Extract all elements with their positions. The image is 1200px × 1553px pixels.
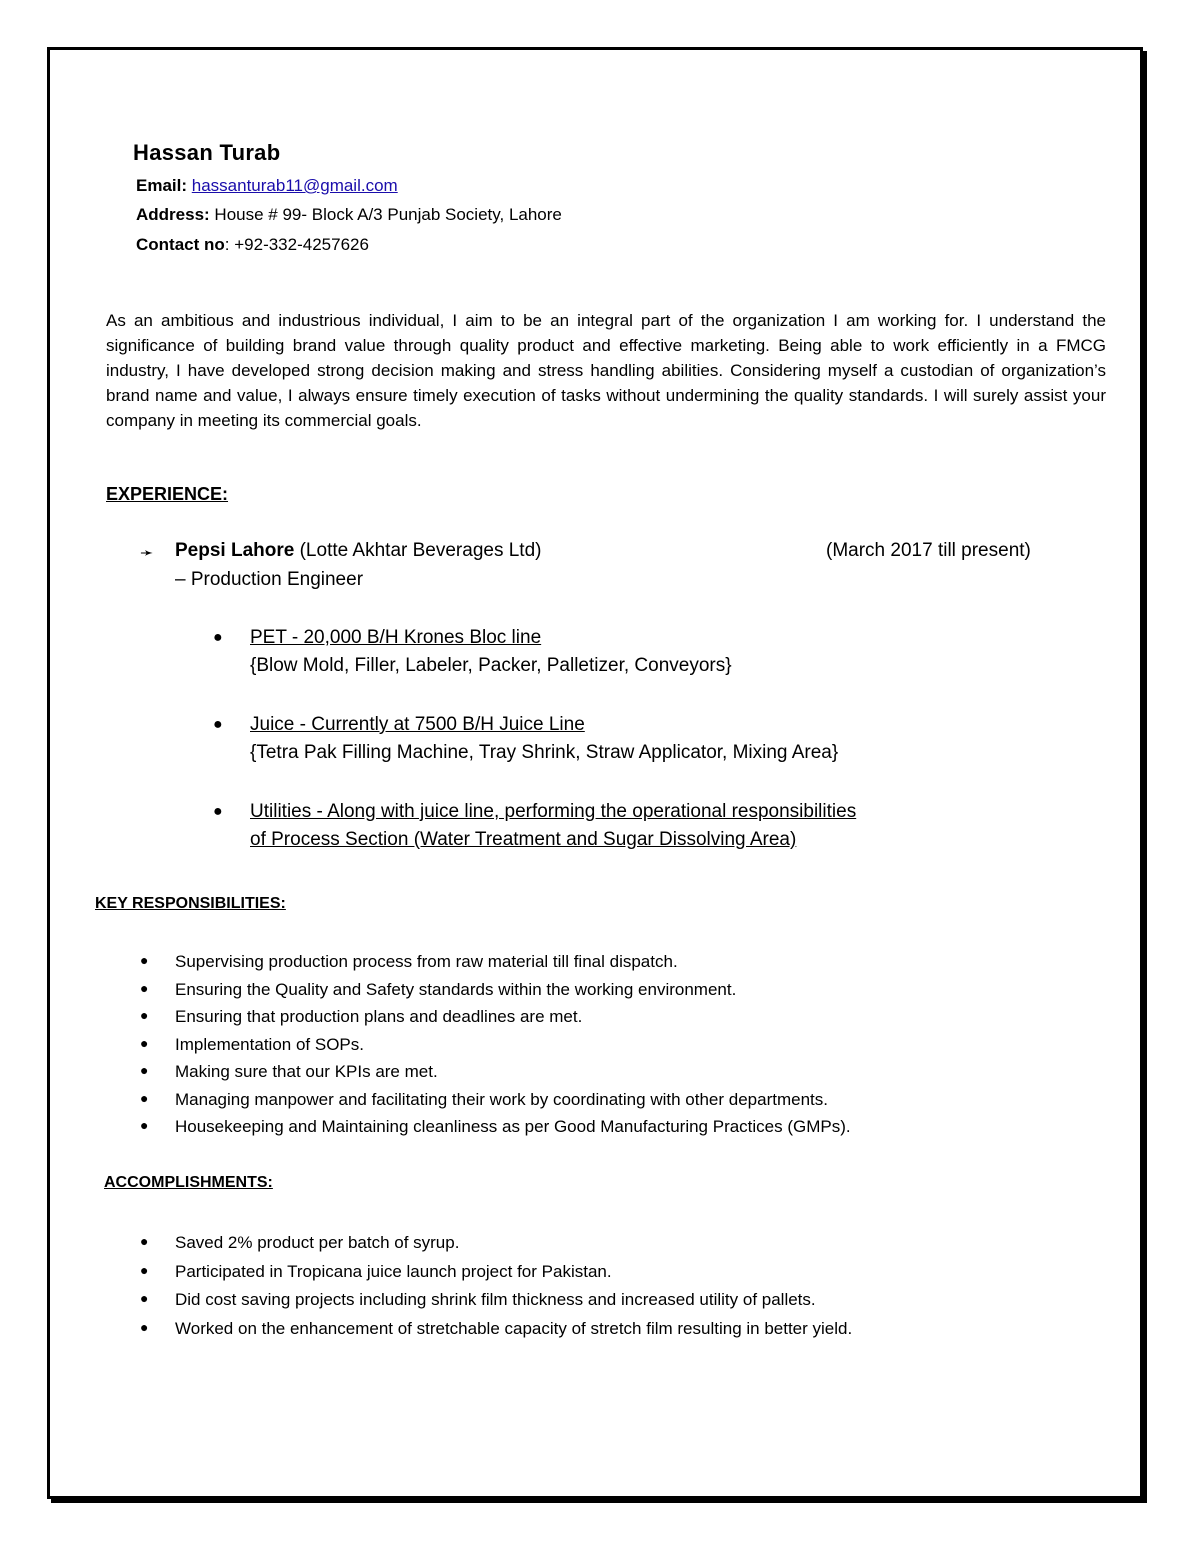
- line-detail: {Blow Mold, Filler, Labeler, Packer, Palletizer, Conveyors}: [250, 655, 732, 676]
- bullet-icon: ●: [140, 1007, 149, 1023]
- bullet-icon: ●: [140, 1089, 149, 1106]
- summary-paragraph: As an ambitious and industrious individual, I aim to be an integral part of the organization I am working for. I understand the significance of building brand value through quality product and effective marketing. Being able to work efficiently in a FMCG industry, I have developed strong decision making and stress handling abilities. Considering myself a custodian of organization’s brand name and value, I always ensure timely execution of tasks without undermining the quality standards. I will surely assist your company in meeting its commercial goals.: [106, 311, 1106, 430]
- bullet-icon: ●: [213, 803, 223, 820]
- contact-label: Contact no: [136, 235, 225, 254]
- accomplishments-heading: ACCOMPLISHMENTS:: [104, 1174, 273, 1191]
- job-role: – Production Engineer: [175, 569, 364, 590]
- address-line: [136, 205, 562, 225]
- email-link[interactable]: hassanturab11@gmail.com: [191, 176, 398, 195]
- bullet-icon: ●: [140, 1261, 149, 1278]
- arrow-bullet-icon: ➛: [140, 545, 154, 562]
- bullet-icon: ●: [140, 1062, 149, 1078]
- line-title: PET - 20,000 B/H Krones Bloc line: [250, 627, 542, 648]
- candidate-name: Hassan Turab: [133, 140, 281, 165]
- bullet-icon: ●: [140, 1117, 149, 1133]
- bullet-icon: ●: [140, 1034, 149, 1051]
- bullet-icon: ●: [140, 1290, 149, 1306]
- responsibilities-heading: KEY RESPONSIBILITIES:: [95, 895, 286, 912]
- bullet-icon: ●: [213, 629, 223, 646]
- bullet-icon: ●: [140, 1233, 149, 1249]
- line-title: Utilities - Along with juice line, performing the operational responsibilities: [250, 801, 857, 822]
- experience-heading: EXPERIENCE:: [106, 484, 229, 504]
- email-line: Email: hassanturab11@gmail.com: [136, 176, 398, 195]
- bullet-icon: ●: [140, 1318, 149, 1335]
- email-label: Email: [136, 176, 182, 195]
- address-value: House # 99- Block A/3 Punjab Society, Lahore: [214, 205, 562, 224]
- job-dates: (March 2017 till present): [826, 540, 1031, 561]
- company-detail: (Lotte Akhtar Beverages Ltd): [299, 540, 542, 561]
- line-detail: of Process Section (Water Treatment and Sugar Dissolving Area): [250, 829, 797, 850]
- bullet-icon: ●: [213, 716, 223, 733]
- contact-line: Contact no: +92-332-4257626: [136, 235, 369, 254]
- company-name: Pepsi Lahore: [175, 540, 295, 561]
- line-title: Juice - Currently at 7500 B/H Juice Line: [250, 714, 585, 735]
- line-detail: {Tetra Pak Filling Machine, Tray Shrink, Straw Applicator, Mixing Area}: [250, 742, 839, 763]
- address-label: Address:: [136, 205, 210, 224]
- contact-value: +92-332-4257626: [234, 235, 369, 254]
- job-company-line: [175, 540, 541, 562]
- bullet-icon: ●: [140, 979, 149, 996]
- bullet-icon: ●: [140, 952, 149, 968]
